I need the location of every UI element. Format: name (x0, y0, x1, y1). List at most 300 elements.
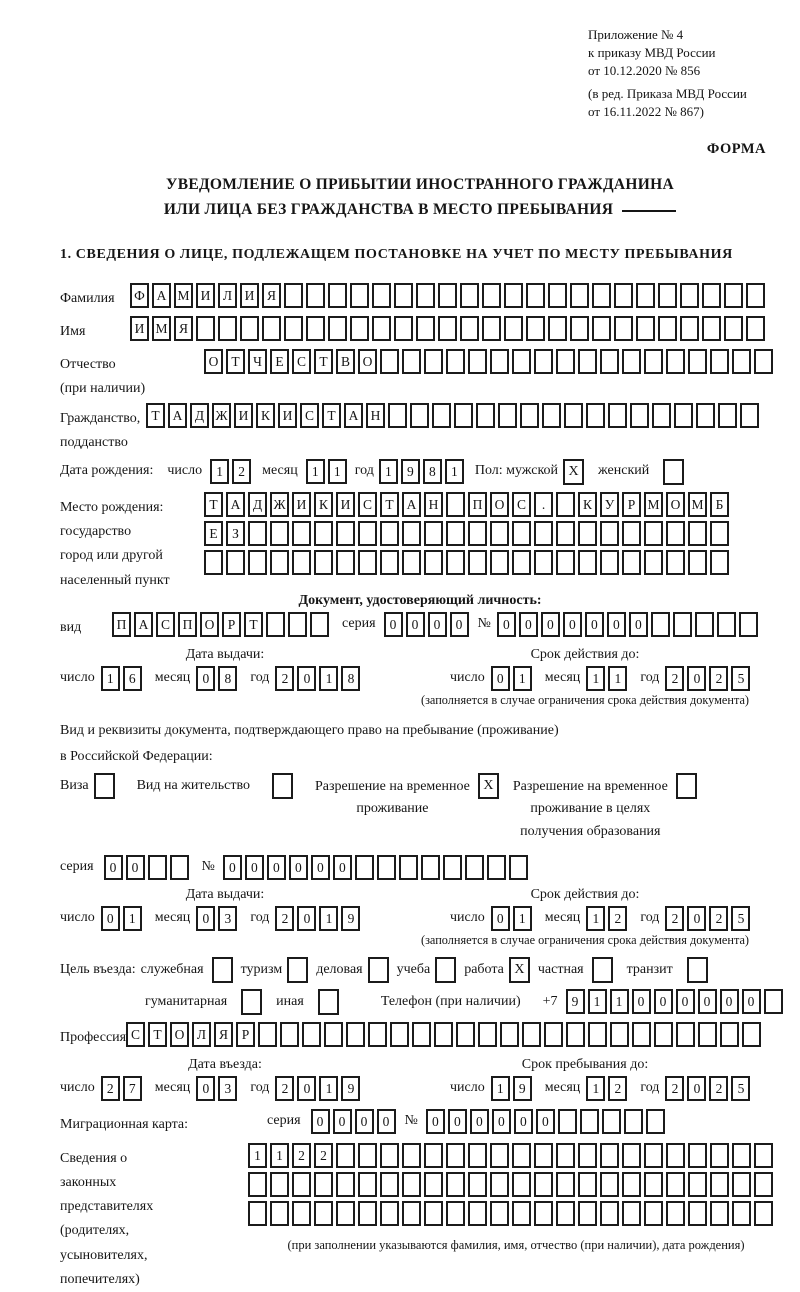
form-cell[interactable]: Т (380, 492, 399, 517)
entry-month-cells[interactable] (196, 1076, 240, 1101)
purpose-official-checkbox[interactable] (212, 957, 233, 983)
form-cell[interactable]: 1 (101, 666, 120, 691)
form-cell[interactable] (336, 521, 355, 546)
form-cell[interactable] (710, 521, 729, 546)
form-cell[interactable] (556, 521, 575, 546)
form-cell[interactable]: 0 (267, 855, 286, 880)
form-cell[interactable]: 1 (513, 666, 532, 691)
form-cell[interactable]: Д (190, 403, 209, 428)
visa-checkbox[interactable] (94, 773, 115, 799)
form-cell[interactable] (680, 283, 699, 308)
form-cell[interactable]: О (490, 492, 509, 517)
form-cell[interactable] (746, 283, 765, 308)
form-cell[interactable] (416, 283, 435, 308)
form-cell[interactable] (674, 403, 693, 428)
form-cell[interactable]: 1 (513, 906, 532, 931)
form-cell[interactable]: Ж (270, 492, 289, 517)
form-cell[interactable] (454, 403, 473, 428)
permit-valid-year-cells[interactable] (665, 906, 753, 931)
form-cell[interactable] (702, 283, 721, 308)
form-cell[interactable]: П (468, 492, 487, 517)
form-cell[interactable] (377, 855, 396, 880)
form-cell[interactable] (534, 550, 553, 575)
form-cell[interactable] (624, 1109, 643, 1134)
form-cell[interactable] (688, 521, 707, 546)
form-cell[interactable]: 0 (196, 1076, 215, 1101)
form-cell[interactable] (270, 1201, 289, 1226)
stay-day-cells[interactable] (491, 1076, 535, 1101)
form-cell[interactable] (512, 521, 531, 546)
form-cell[interactable] (614, 316, 633, 341)
form-cell[interactable] (350, 283, 369, 308)
form-cell[interactable] (592, 283, 611, 308)
form-cell[interactable] (456, 1022, 475, 1047)
form-cell[interactable]: Н (366, 403, 385, 428)
form-cell[interactable] (614, 283, 633, 308)
surname-cells[interactable] (130, 283, 768, 308)
form-cell[interactable] (328, 316, 347, 341)
form-cell[interactable] (644, 1172, 663, 1197)
form-cell[interactable] (676, 1022, 695, 1047)
form-cell[interactable] (196, 316, 215, 341)
form-cell[interactable]: С (126, 1022, 145, 1047)
form-cell[interactable] (666, 550, 685, 575)
form-cell[interactable] (578, 1172, 597, 1197)
form-cell[interactable]: 9 (341, 1076, 360, 1101)
form-cell[interactable]: У (600, 492, 619, 517)
form-cell[interactable]: 0 (333, 1109, 352, 1134)
form-cell[interactable] (390, 1022, 409, 1047)
form-cell[interactable]: И (196, 283, 215, 308)
form-cell[interactable] (328, 283, 347, 308)
form-cell[interactable]: 0 (491, 906, 510, 931)
form-cell[interactable]: 2 (314, 1143, 333, 1168)
form-cell[interactable]: 2 (709, 1076, 728, 1101)
form-cell[interactable] (490, 521, 509, 546)
form-cell[interactable] (500, 1022, 519, 1047)
form-cell[interactable]: 0 (698, 989, 717, 1014)
form-cell[interactable] (468, 349, 487, 374)
form-cell[interactable]: К (256, 403, 275, 428)
form-cell[interactable] (512, 349, 531, 374)
form-cell[interactable] (306, 283, 325, 308)
form-cell[interactable]: 1 (319, 1076, 338, 1101)
form-cell[interactable] (490, 550, 509, 575)
form-cell[interactable] (570, 316, 589, 341)
form-cell[interactable]: 0 (676, 989, 695, 1014)
form-cell[interactable]: Т (226, 349, 245, 374)
form-cell[interactable]: 6 (123, 666, 142, 691)
form-cell[interactable]: 0 (196, 906, 215, 931)
form-cell[interactable] (424, 521, 443, 546)
form-cell[interactable] (443, 855, 462, 880)
form-cell[interactable]: 1 (248, 1143, 267, 1168)
form-cell[interactable]: 2 (101, 1076, 120, 1101)
form-cell[interactable] (424, 550, 443, 575)
form-cell[interactable] (336, 1143, 355, 1168)
form-cell[interactable]: 0 (104, 855, 123, 880)
form-cell[interactable]: 9 (566, 989, 585, 1014)
form-cell[interactable]: 1 (328, 459, 347, 484)
form-cell[interactable]: 0 (541, 612, 560, 637)
form-cell[interactable]: 2 (665, 906, 684, 931)
form-cell[interactable]: П (112, 612, 131, 637)
form-cell[interactable]: А (152, 283, 171, 308)
form-cell[interactable] (468, 550, 487, 575)
form-cell[interactable]: Т (322, 403, 341, 428)
form-cell[interactable]: 0 (514, 1109, 533, 1134)
form-cell[interactable] (651, 612, 670, 637)
form-cell[interactable] (468, 1172, 487, 1197)
form-cell[interactable] (630, 403, 649, 428)
form-cell[interactable]: 0 (428, 612, 447, 637)
form-cell[interactable]: 0 (196, 666, 215, 691)
form-cell[interactable] (688, 1143, 707, 1168)
form-cell[interactable]: 0 (406, 612, 425, 637)
form-cell[interactable]: О (666, 492, 685, 517)
form-cell[interactable] (644, 521, 663, 546)
form-cell[interactable] (610, 1022, 629, 1047)
form-cell[interactable] (724, 283, 743, 308)
form-cell[interactable] (688, 1172, 707, 1197)
form-cell[interactable]: И (292, 492, 311, 517)
form-cell[interactable]: 5 (731, 1076, 750, 1101)
form-cell[interactable] (578, 349, 597, 374)
form-cell[interactable]: Т (244, 612, 263, 637)
form-cell[interactable]: В (336, 349, 355, 374)
form-cell[interactable] (314, 550, 333, 575)
form-cell[interactable] (710, 1201, 729, 1226)
form-cell[interactable]: О (200, 612, 219, 637)
form-cell[interactable] (350, 316, 369, 341)
form-cell[interactable] (644, 349, 663, 374)
form-cell[interactable] (446, 492, 465, 517)
form-cell[interactable] (402, 1201, 421, 1226)
form-cell[interactable] (673, 612, 692, 637)
stay-year-cells[interactable] (665, 1076, 753, 1101)
form-cell[interactable] (548, 316, 567, 341)
form-cell[interactable] (314, 1201, 333, 1226)
form-cell[interactable]: 0 (101, 906, 120, 931)
form-cell[interactable] (336, 550, 355, 575)
form-cell[interactable] (695, 612, 714, 637)
form-cell[interactable] (644, 550, 663, 575)
form-cell[interactable]: 1 (586, 1076, 605, 1101)
form-cell[interactable] (292, 1201, 311, 1226)
form-cell[interactable]: М (644, 492, 663, 517)
form-cell[interactable]: И (130, 316, 149, 341)
form-cell[interactable] (544, 1022, 563, 1047)
form-cell[interactable] (732, 349, 751, 374)
form-cell[interactable]: 2 (232, 459, 251, 484)
form-cell[interactable] (592, 316, 611, 341)
birthplace-cells-row1[interactable] (204, 492, 732, 517)
form-cell[interactable]: 0 (289, 855, 308, 880)
form-cell[interactable]: 0 (245, 855, 264, 880)
form-cell[interactable]: Т (204, 492, 223, 517)
form-cell[interactable] (600, 550, 619, 575)
form-cell[interactable]: 9 (513, 1076, 532, 1101)
form-cell[interactable] (580, 1109, 599, 1134)
form-cell[interactable]: 0 (311, 855, 330, 880)
form-cell[interactable] (248, 521, 267, 546)
birth-month-cells[interactable] (306, 459, 350, 484)
form-cell[interactable] (412, 1022, 431, 1047)
form-cell[interactable]: 2 (709, 906, 728, 931)
form-cell[interactable]: 0 (742, 989, 761, 1014)
form-cell[interactable] (218, 316, 237, 341)
form-cell[interactable] (556, 349, 575, 374)
form-cell[interactable]: А (168, 403, 187, 428)
form-cell[interactable]: 0 (126, 855, 145, 880)
form-cell[interactable] (438, 283, 457, 308)
name-cells[interactable] (130, 316, 768, 341)
form-cell[interactable]: 1 (610, 989, 629, 1014)
form-cell[interactable] (578, 521, 597, 546)
form-cell[interactable]: 1 (306, 459, 325, 484)
form-cell[interactable] (556, 1172, 575, 1197)
form-cell[interactable] (534, 1201, 553, 1226)
permit-issue-day-cells[interactable] (101, 906, 145, 931)
form-cell[interactable]: 3 (218, 906, 237, 931)
form-cell[interactable]: 0 (311, 1109, 330, 1134)
form-cell[interactable] (652, 403, 671, 428)
form-cell[interactable] (424, 1201, 443, 1226)
form-cell[interactable]: 8 (341, 666, 360, 691)
form-cell[interactable] (388, 403, 407, 428)
form-cell[interactable]: 7 (123, 1076, 142, 1101)
form-cell[interactable] (446, 1201, 465, 1226)
form-cell[interactable] (658, 283, 677, 308)
form-cell[interactable] (266, 612, 285, 637)
form-cell[interactable] (314, 1172, 333, 1197)
profession-cells[interactable] (126, 1022, 764, 1047)
form-cell[interactable] (622, 1143, 641, 1168)
form-cell[interactable]: 0 (297, 666, 316, 691)
form-cell[interactable]: 2 (275, 1076, 294, 1101)
citizenship-cells[interactable] (146, 403, 762, 428)
form-cell[interactable]: 0 (497, 612, 516, 637)
form-cell[interactable]: 2 (608, 1076, 627, 1101)
form-cell[interactable] (446, 550, 465, 575)
form-cell[interactable]: 1 (608, 666, 627, 691)
form-cell[interactable]: А (402, 492, 421, 517)
form-cell[interactable]: А (344, 403, 363, 428)
form-cell[interactable]: 1 (445, 459, 464, 484)
form-cell[interactable]: Ч (248, 349, 267, 374)
form-cell[interactable]: 0 (519, 612, 538, 637)
form-cell[interactable]: 2 (608, 906, 627, 931)
form-cell[interactable] (482, 283, 501, 308)
form-cell[interactable] (588, 1022, 607, 1047)
form-cell[interactable]: 0 (355, 1109, 374, 1134)
form-cell[interactable]: 0 (629, 612, 648, 637)
form-cell[interactable]: 0 (470, 1109, 489, 1134)
form-cell[interactable] (578, 1201, 597, 1226)
form-cell[interactable] (556, 1201, 575, 1226)
form-cell[interactable] (438, 316, 457, 341)
form-cell[interactable] (622, 1201, 641, 1226)
form-cell[interactable] (646, 1109, 665, 1134)
form-cell[interactable] (270, 550, 289, 575)
form-cell[interactable] (600, 521, 619, 546)
birthplace-cells-row2[interactable] (204, 521, 732, 546)
form-cell[interactable]: 0 (536, 1109, 555, 1134)
form-cell[interactable] (534, 349, 553, 374)
form-cell[interactable]: 9 (401, 459, 420, 484)
form-cell[interactable] (402, 349, 421, 374)
form-cell[interactable]: Е (204, 521, 223, 546)
form-cell[interactable] (710, 1172, 729, 1197)
form-cell[interactable] (542, 403, 561, 428)
form-cell[interactable] (666, 521, 685, 546)
form-cell[interactable]: М (152, 316, 171, 341)
form-cell[interactable] (754, 349, 773, 374)
form-cell[interactable] (490, 1143, 509, 1168)
form-cell[interactable] (446, 1143, 465, 1168)
form-cell[interactable] (534, 1143, 553, 1168)
form-cell[interactable]: 0 (223, 855, 242, 880)
form-cell[interactable] (600, 1172, 619, 1197)
form-cell[interactable] (302, 1022, 321, 1047)
form-cell[interactable] (556, 550, 575, 575)
form-cell[interactable]: Н (424, 492, 443, 517)
doc-valid-month-cells[interactable] (586, 666, 630, 691)
entry-day-cells[interactable] (101, 1076, 145, 1101)
form-cell[interactable] (586, 403, 605, 428)
form-cell[interactable]: 2 (709, 666, 728, 691)
purpose-humanitarian-checkbox[interactable] (241, 989, 262, 1015)
doc-valid-year-cells[interactable] (665, 666, 753, 691)
form-cell[interactable] (358, 1172, 377, 1197)
birth-day-cells[interactable] (210, 459, 254, 484)
form-cell[interactable] (490, 1201, 509, 1226)
form-cell[interactable] (465, 855, 484, 880)
form-cell[interactable] (742, 1022, 761, 1047)
form-cell[interactable]: 5 (731, 666, 750, 691)
form-cell[interactable]: 0 (450, 612, 469, 637)
form-cell[interactable]: Т (314, 349, 333, 374)
form-cell[interactable] (732, 1143, 751, 1168)
form-cell[interactable] (380, 1172, 399, 1197)
form-cell[interactable] (710, 349, 729, 374)
form-cell[interactable] (600, 1201, 619, 1226)
form-cell[interactable] (424, 1172, 443, 1197)
form-cell[interactable] (394, 316, 413, 341)
form-cell[interactable] (270, 1172, 289, 1197)
doc-issue-year-cells[interactable] (275, 666, 363, 691)
form-cell[interactable] (336, 1172, 355, 1197)
form-cell[interactable] (720, 1022, 739, 1047)
form-cell[interactable] (476, 403, 495, 428)
form-cell[interactable] (306, 316, 325, 341)
form-cell[interactable] (336, 1201, 355, 1226)
form-cell[interactable] (509, 855, 528, 880)
form-cell[interactable]: 0 (654, 989, 673, 1014)
form-cell[interactable] (680, 316, 699, 341)
form-cell[interactable]: И (234, 403, 253, 428)
form-cell[interactable]: Д (248, 492, 267, 517)
form-cell[interactable]: 0 (448, 1109, 467, 1134)
form-cell[interactable] (204, 550, 223, 575)
form-cell[interactable] (622, 1172, 641, 1197)
form-cell[interactable] (170, 855, 189, 880)
form-cell[interactable]: О (358, 349, 377, 374)
form-cell[interactable] (226, 550, 245, 575)
mig-series-cells[interactable] (311, 1109, 399, 1134)
form-cell[interactable] (358, 1201, 377, 1226)
form-cell[interactable] (658, 316, 677, 341)
form-cell[interactable] (292, 521, 311, 546)
permit-series-cells[interactable] (104, 855, 192, 880)
permit-valid-day-cells[interactable] (491, 906, 535, 931)
form-cell[interactable] (324, 1022, 343, 1047)
form-cell[interactable]: 1 (588, 989, 607, 1014)
form-cell[interactable] (622, 550, 641, 575)
form-cell[interactable] (380, 1201, 399, 1226)
legal-reps-cells-row3[interactable] (248, 1201, 784, 1226)
form-cell[interactable] (556, 1143, 575, 1168)
form-cell[interactable] (248, 1201, 267, 1226)
form-cell[interactable]: 0 (563, 612, 582, 637)
form-cell[interactable] (262, 316, 281, 341)
form-cell[interactable] (688, 349, 707, 374)
form-cell[interactable]: 0 (426, 1109, 445, 1134)
form-cell[interactable]: К (578, 492, 597, 517)
doc-number-cells[interactable] (497, 612, 761, 637)
form-cell[interactable] (512, 1201, 531, 1226)
form-cell[interactable] (696, 403, 715, 428)
permit-issue-year-cells[interactable] (275, 906, 363, 931)
stay-month-cells[interactable] (586, 1076, 630, 1101)
form-cell[interactable]: Б (710, 492, 729, 517)
form-cell[interactable]: Л (218, 283, 237, 308)
form-cell[interactable] (578, 550, 597, 575)
form-cell[interactable] (446, 1172, 465, 1197)
form-cell[interactable] (270, 521, 289, 546)
form-cell[interactable] (355, 855, 374, 880)
form-cell[interactable] (534, 521, 553, 546)
form-cell[interactable]: П (178, 612, 197, 637)
form-cell[interactable]: Ф (130, 283, 149, 308)
form-cell[interactable] (526, 283, 545, 308)
form-cell[interactable] (754, 1172, 773, 1197)
form-cell[interactable]: 5 (731, 906, 750, 931)
form-cell[interactable]: Р (222, 612, 241, 637)
form-cell[interactable] (421, 855, 440, 880)
form-cell[interactable] (566, 1022, 585, 1047)
purpose-tourism-checkbox[interactable] (287, 957, 308, 983)
form-cell[interactable] (602, 1109, 621, 1134)
form-cell[interactable]: 0 (720, 989, 739, 1014)
form-cell[interactable] (504, 283, 523, 308)
form-cell[interactable]: З (226, 521, 245, 546)
form-cell[interactable]: Л (192, 1022, 211, 1047)
form-cell[interactable] (636, 283, 655, 308)
form-cell[interactable]: И (278, 403, 297, 428)
doc-valid-day-cells[interactable] (491, 666, 535, 691)
form-cell[interactable]: О (204, 349, 223, 374)
form-cell[interactable] (402, 521, 421, 546)
form-cell[interactable] (446, 349, 465, 374)
form-cell[interactable] (402, 550, 421, 575)
form-cell[interactable]: Ж (212, 403, 231, 428)
form-cell[interactable] (446, 521, 465, 546)
form-cell[interactable]: И (336, 492, 355, 517)
purpose-business-checkbox[interactable] (368, 957, 389, 983)
form-cell[interactable]: 0 (607, 612, 626, 637)
form-cell[interactable] (416, 316, 435, 341)
